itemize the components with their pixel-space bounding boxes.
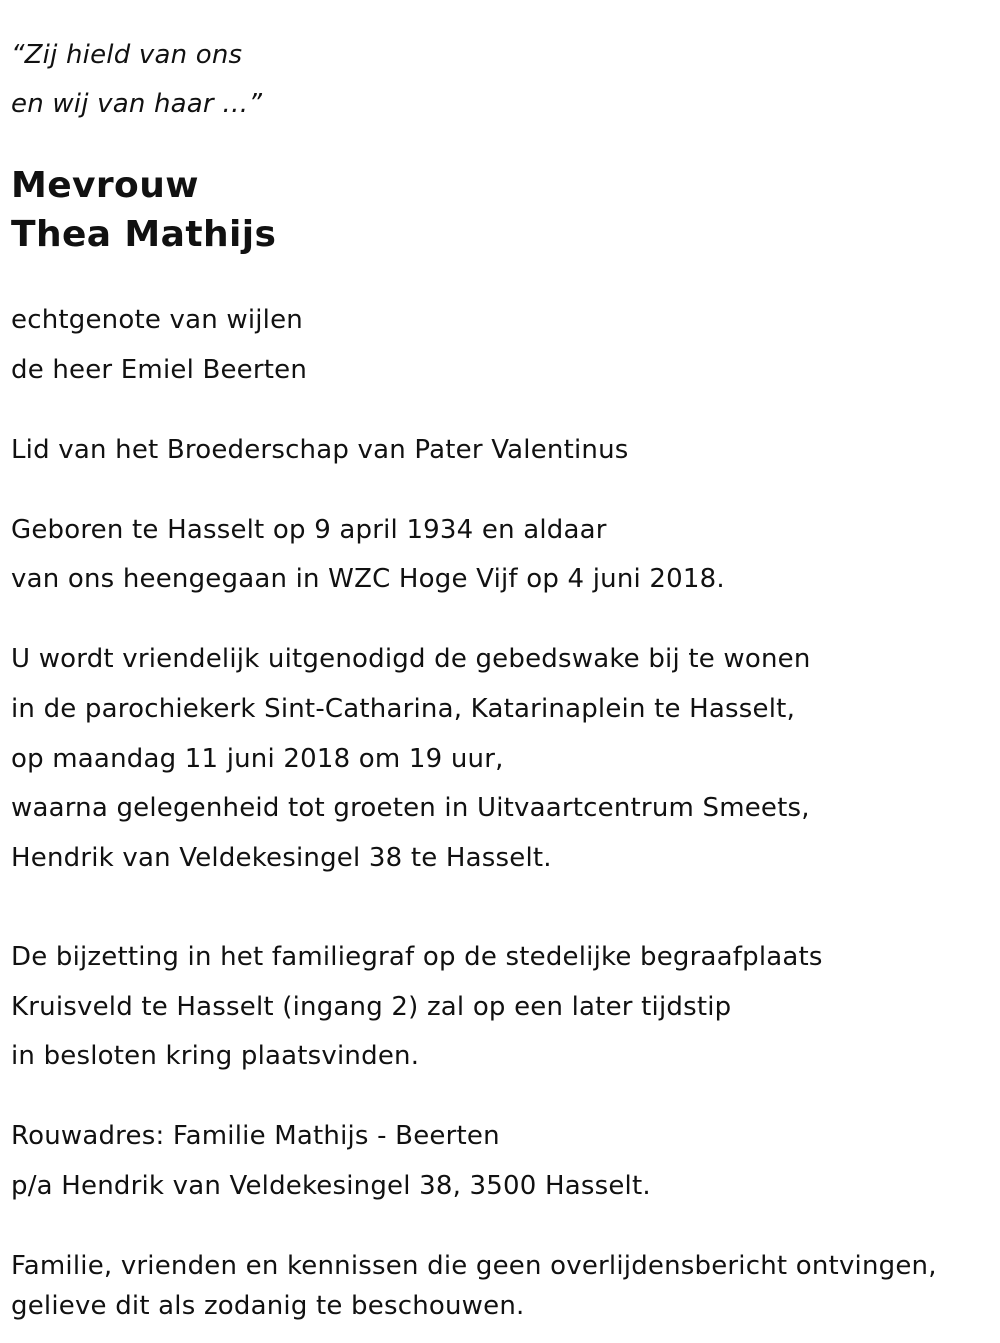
membership-text: Lid van het Broederschap van Pater Valentinus bbox=[11, 435, 629, 465]
birth-line: Geboren te Hasselt op 9 april 1934 en aldaar bbox=[11, 515, 607, 545]
spouse-line-1: echtgenote van wijlen bbox=[11, 305, 303, 335]
wake-line-1: U wordt vriendelijk uitgenodigd de gebedswake bij te wonen bbox=[11, 644, 811, 674]
wake-line-4: waarna gelegenheid tot groeten in Uitvaartcentrum Smeets, bbox=[11, 793, 810, 823]
burial-line-2: Kruisveld te Hasselt (ingang 2) zal op een later tijdstip bbox=[11, 992, 732, 1022]
death-line: van ons heengegaan in WZC Hoge Vijf op 4 juni 2018. bbox=[11, 564, 725, 594]
burial-line-3: in besloten kring plaatsvinden. bbox=[11, 1041, 420, 1071]
quote-line-1: “Zij hield van ons bbox=[11, 40, 243, 70]
quote-line-2: en wij van haar …” bbox=[11, 89, 263, 119]
wake-line-5: Hendrik van Veldekesingel 38 te Hasselt. bbox=[11, 843, 552, 873]
deceased-name: Thea Mathijs bbox=[11, 214, 277, 255]
closing-line-2: gelieve dit als zodanig te beschouwen. bbox=[11, 1291, 525, 1321]
wake-line-3: op maandag 11 juni 2018 om 19 uur, bbox=[11, 744, 504, 774]
address-line-1: Rouwadres: Familie Mathijs - Beerten bbox=[11, 1121, 500, 1151]
address-line-2: p/a Hendrik van Veldekesingel 38, 3500 Hasselt. bbox=[11, 1171, 651, 1201]
deceased-title: Mevrouw bbox=[11, 165, 199, 206]
spouse-line-2: de heer Emiel Beerten bbox=[11, 355, 308, 385]
burial-line-1: De bijzetting in het familiegraf op de stedelijke begraafplaats bbox=[11, 942, 823, 972]
wake-line-2: in de parochiekerk Sint-Catharina, Katarinaplein te Hasselt, bbox=[11, 694, 796, 724]
closing-line-1: Familie, vrienden en kennissen die geen overlijdensbericht ontvingen, bbox=[11, 1251, 937, 1281]
